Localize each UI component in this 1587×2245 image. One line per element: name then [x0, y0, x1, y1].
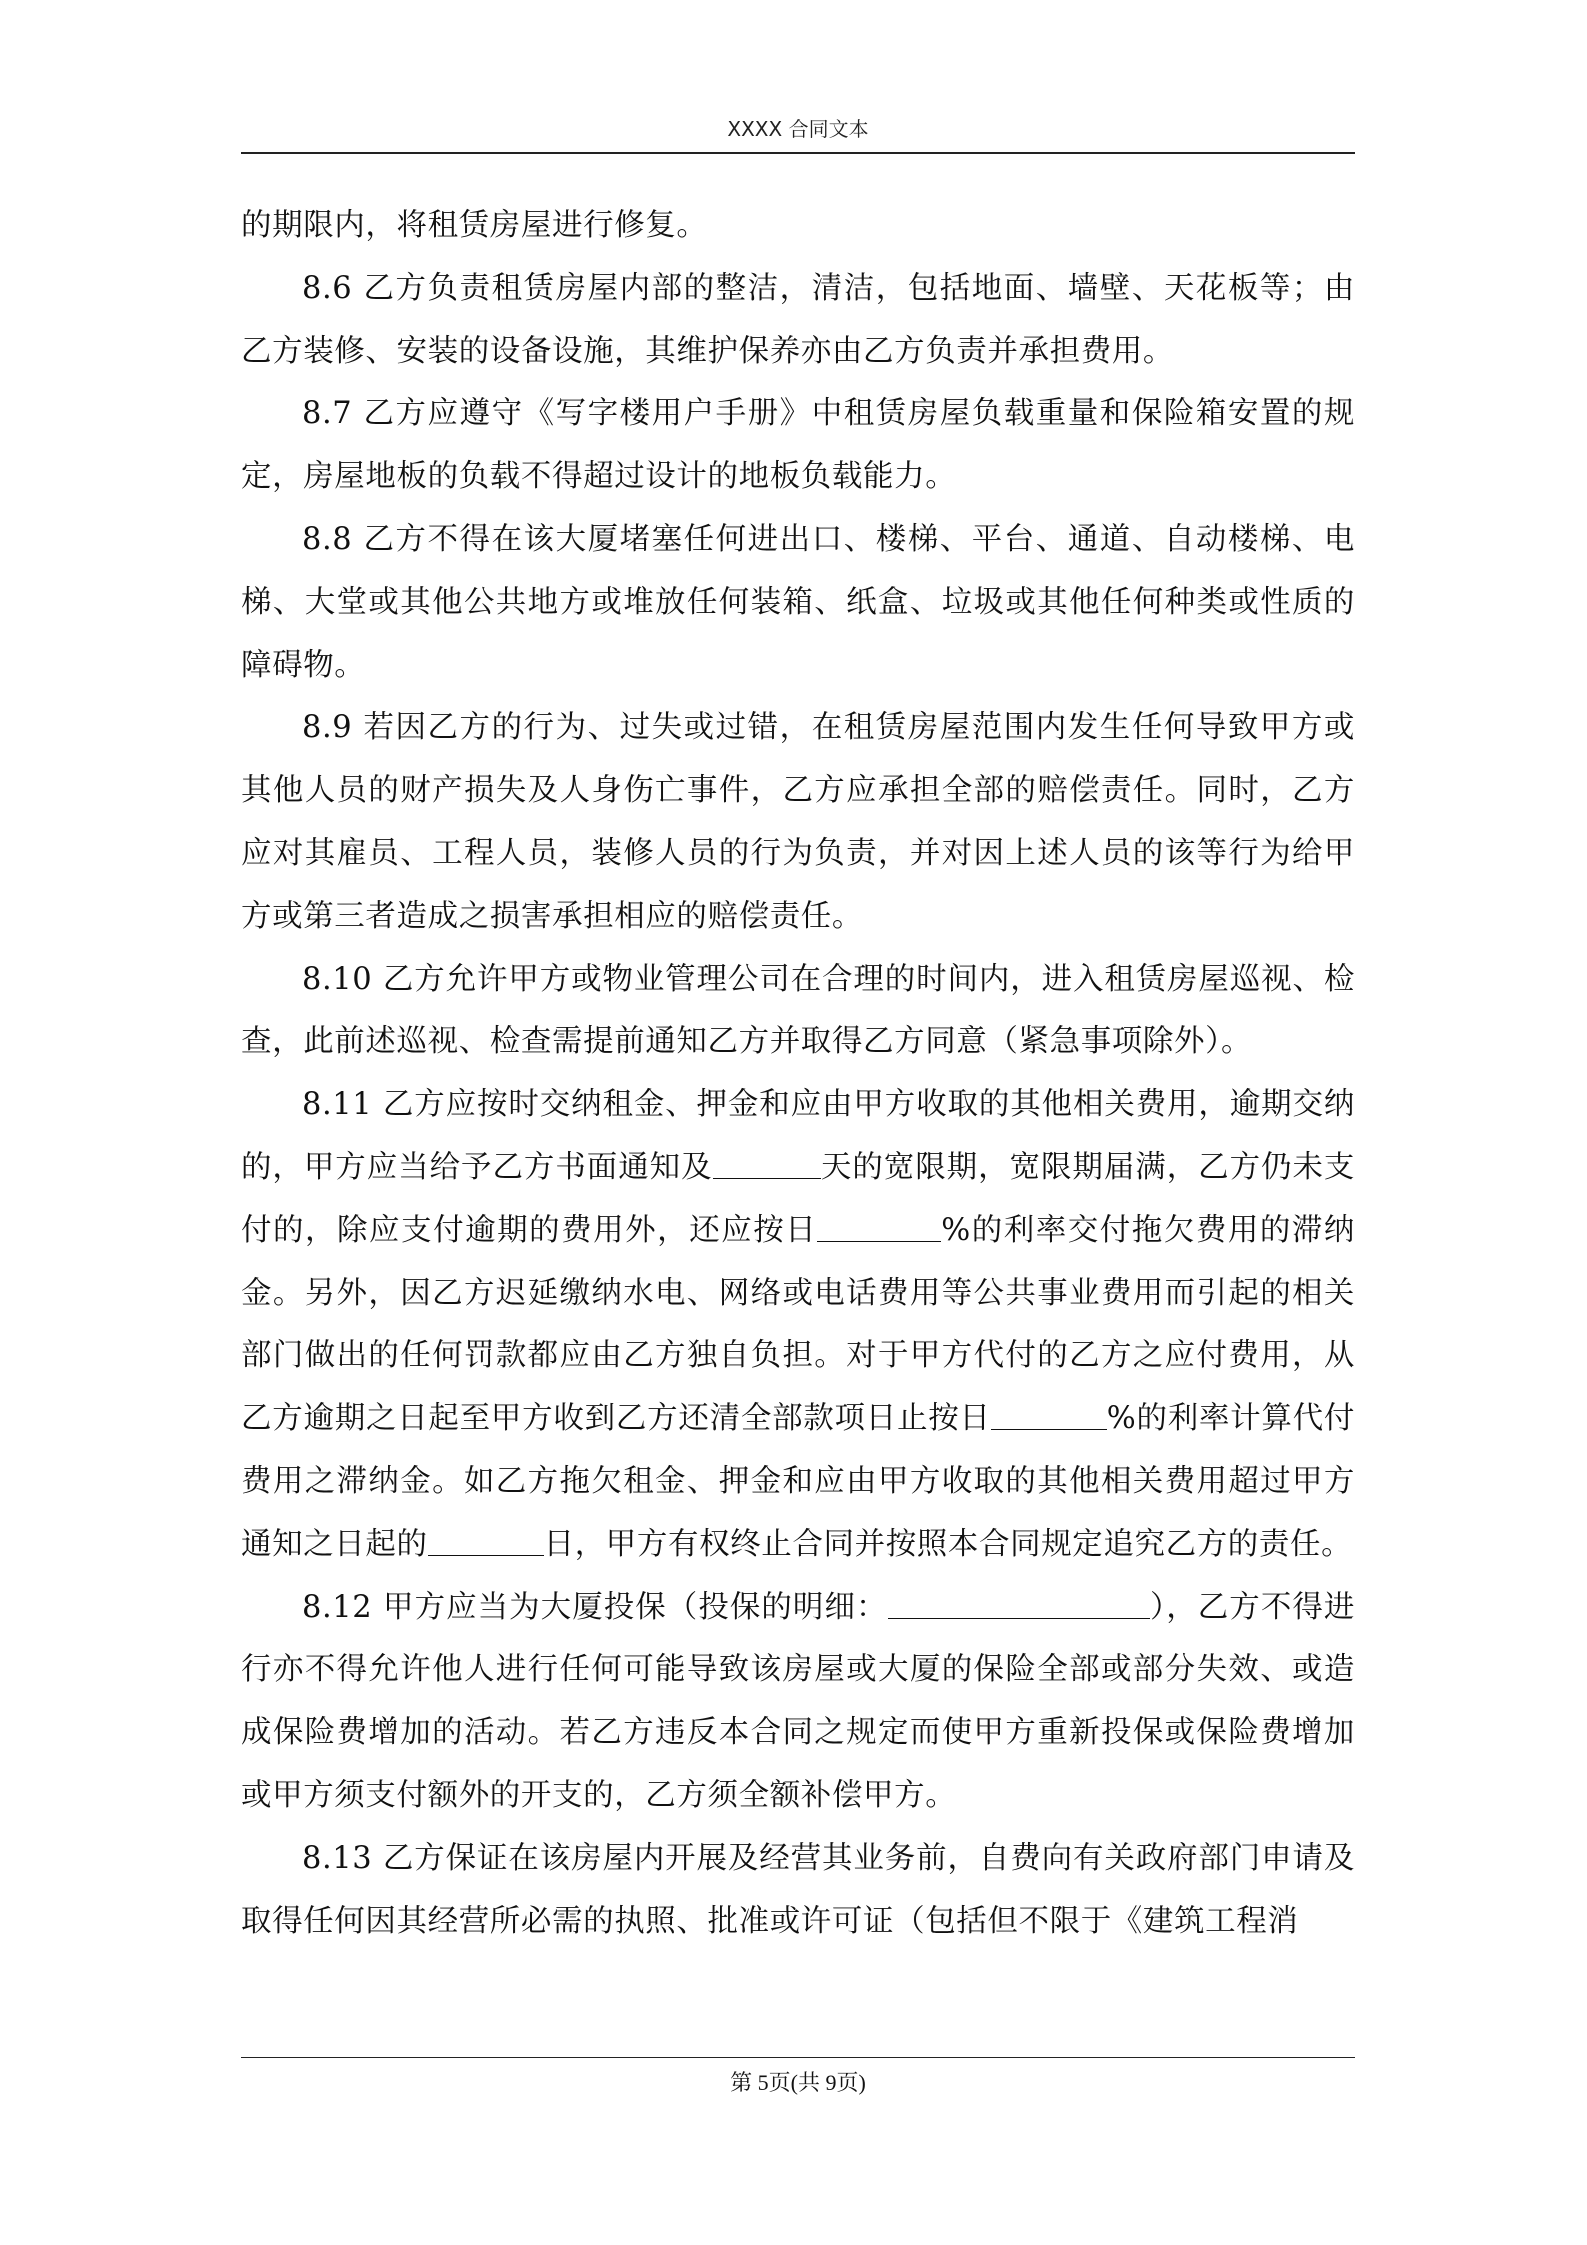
clause-8-11-text-3: %的利率交付拖欠费用的滞纳金。另外，因乙方迟延缴纳水电、网络或电话费用等公共事业费用而引起的相关部门做出的任何罚款都应由乙方独自负担。对于甲方代付的乙方之应付费用，从乙方逾期之日起至甲方收到乙方还清全部款项日止按日	[241, 1212, 1355, 1437]
document-title: XXXX 合同文本	[727, 117, 869, 141]
clause-8-11-text-5: 日，甲方有权终止合同并按照本合同规定追究乙方的责任。	[543, 1526, 1353, 1562]
page-footer	[241, 2066, 1355, 2100]
page-number: 第 5页(共 9页)	[730, 2070, 866, 2095]
clause-8-7: 8.7 乙方应遵守《写字楼用户手册》中租赁房屋负载重量和保险箱安置的规定，房屋地板的负载不得超过设计的地板负载能力。	[241, 396, 1355, 495]
paragraph-continuation: 的期限内，将租赁房屋进行修复。	[241, 208, 708, 243]
clause-8-9: 8.9 若因乙方的行为、过失或过错，在租赁房屋范围内发生任何导致甲方或其他人员的财产损失及人身伤亡事件，乙方应承担全部的赔偿责任。同时，乙方应对其雇员、工程人员，装修人员的行为负责，并对因上述人员的该等行为给甲方或第三者造成之损害承担相应的赔偿责任。	[241, 710, 1355, 934]
clause-8-12-text-2: ），乙方不得进行亦不得允许他人进行任何可能导致该房屋或大厦的保险全部或部分失效、或造成保险费增加的活动。若乙方违反本合同之规定而使甲方重新投保或保险费增加或甲方须支付额外的开支的，乙方须全额补偿甲方。	[241, 1589, 1355, 1813]
footer-divider	[241, 2057, 1355, 2058]
clause-8-12-text-1: 8.12 甲方应当为大厦投保（投保的明细：	[302, 1589, 888, 1625]
daily-rate-blank[interactable]	[817, 1211, 941, 1242]
clause-8-11-text-1: 8.11 乙方应按时交纳租金、押金和应由甲方收取的其他相关费用，逾期交纳的，甲方应当给予乙方书面通知及	[241, 1087, 1355, 1185]
clause-8-11	[241, 1074, 1355, 1576]
document-body	[241, 195, 1355, 1953]
clause-8-8: 8.8 乙方不得在该大厦堵塞任何进出口、楼梯、平台、通道、自动楼梯、电梯、大堂或其他公共地方或堆放任何装箱、纸盒、垃圾或其他任何种类或性质的障碍物。	[241, 521, 1355, 683]
grace-days-blank[interactable]	[713, 1148, 821, 1179]
clause-8-11-text-2: 天的宽限期，宽限期届满，乙方仍未支付的，除应支付逾期的费用外，还应按日	[241, 1149, 1355, 1248]
advance-rate-blank[interactable]	[991, 1399, 1107, 1430]
clause-8-11-text-4: %的利率计算代付费用之滞纳金。如乙方拖欠租金、押金和应由甲方收取的其他相关费用超过甲方通知之日起的	[241, 1401, 1356, 1562]
insurance-details-blank[interactable]	[888, 1588, 1150, 1619]
clause-8-12	[241, 1577, 1355, 1828]
termination-days-blank[interactable]	[428, 1525, 544, 1556]
clause-8-13: 8.13 乙方保证在该房屋内开展及经营其业务前，自费向有关政府部门申请及取得任何因其经营所必需的执照、批准或许可证（包括但不限于《建筑工程消	[241, 1840, 1355, 1939]
clause-8-10: 8.10 乙方允许甲方或物业管理公司在合理的时间内，进入租赁房屋巡视、检查，此前述巡视、检查需提前通知乙方并取得乙方同意（紧急事项除外）。	[241, 961, 1355, 1060]
page-header	[241, 112, 1355, 154]
clause-8-6: 8.6 乙方负责租赁房屋内部的整洁，清洁，包括地面、墙壁、天花板等；由乙方装修、安装的设备设施，其维护保养亦由乙方负责并承担费用。	[241, 270, 1355, 369]
